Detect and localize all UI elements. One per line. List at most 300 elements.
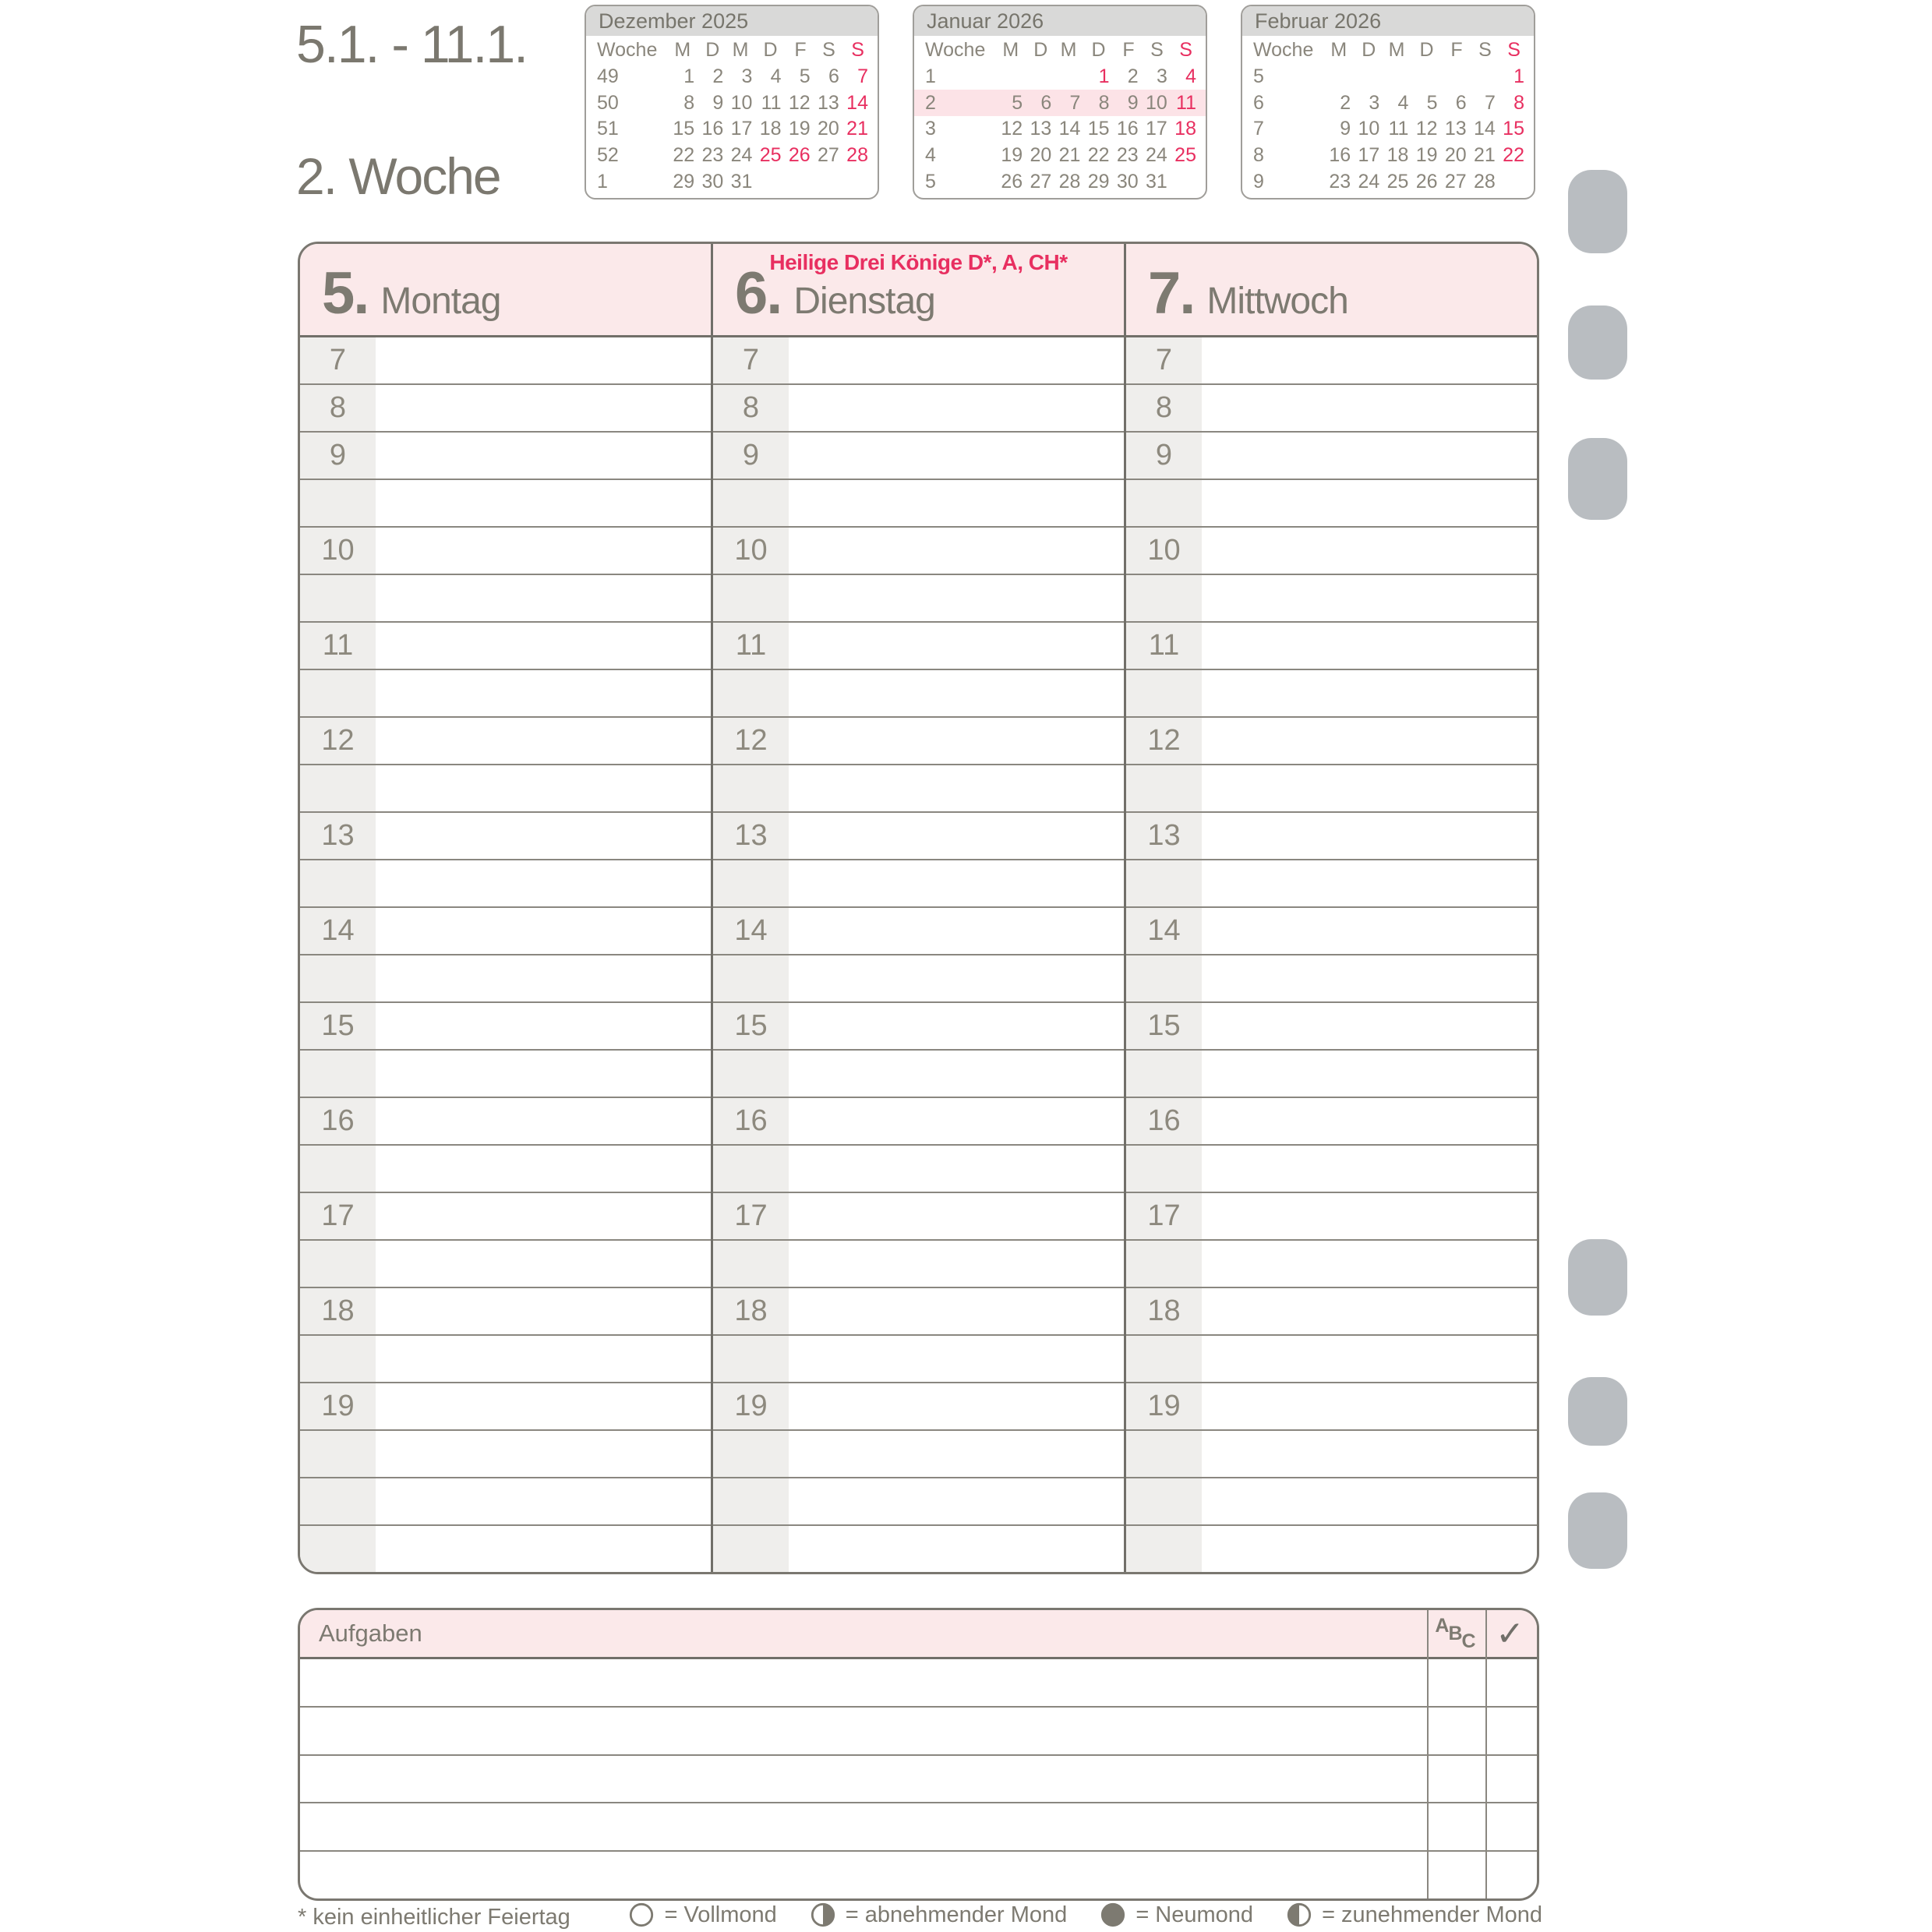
day-header-mittwoch <box>1126 244 1537 337</box>
time-slot-row-blank <box>300 574 711 621</box>
time-slot-row-15 <box>713 1001 1124 1049</box>
hour-label <box>713 1431 789 1477</box>
day-number: 10 <box>1358 118 1380 140</box>
week-number: 3 <box>925 118 936 140</box>
hour-label <box>1126 765 1202 811</box>
time-slot-row-13 <box>1126 811 1537 859</box>
priority-letter-C: C <box>1461 1630 1476 1652</box>
hour-label: 12 <box>300 718 376 764</box>
time-slot-row-blank <box>300 669 711 716</box>
hour-label <box>713 575 789 621</box>
schedule-writing-cell[interactable] <box>376 1098 711 1144</box>
hour-label <box>1126 670 1202 716</box>
time-slot-row-9 <box>300 431 711 479</box>
day-header-montag <box>300 244 711 337</box>
week-number: 1 <box>597 170 608 192</box>
day-number: 6 <box>1455 91 1467 114</box>
dow-label: D <box>763 39 778 62</box>
schedule-writing-cell[interactable] <box>376 1383 711 1429</box>
time-slot-row-7 <box>713 337 1124 383</box>
task-row[interactable] <box>300 1850 1537 1898</box>
task-row[interactable] <box>300 1659 1537 1706</box>
calendar-week-row <box>586 64 878 90</box>
time-slot-row-blank <box>300 1144 711 1192</box>
schedule-writing-cell[interactable] <box>376 433 711 479</box>
hour-label <box>300 1478 376 1524</box>
hour-label: 9 <box>300 433 376 479</box>
day-number: 12 <box>1001 118 1023 140</box>
schedule-writing-cell[interactable] <box>789 1003 1124 1049</box>
calendar-week-row <box>586 116 878 143</box>
hour-label: 8 <box>1126 385 1202 431</box>
schedule-writing-cell[interactable] <box>1202 528 1537 574</box>
time-slot-row-blank <box>713 764 1124 811</box>
hour-label <box>1126 1146 1202 1192</box>
day-number: 26 <box>788 144 811 167</box>
full-moon-icon <box>628 1902 655 1928</box>
day-number: 2 <box>1127 65 1139 87</box>
day-number: 9 <box>1127 91 1139 114</box>
dow-label: M <box>1002 39 1019 62</box>
day-number: 21 <box>1058 144 1081 167</box>
time-slot-row-blank <box>300 1524 711 1572</box>
day-number: 13 <box>1444 118 1467 140</box>
calendar-week-row <box>1242 90 1534 116</box>
schedule-writing-cell[interactable] <box>789 480 1124 526</box>
day-number: 22 <box>673 144 695 167</box>
time-slot-row-15 <box>300 1001 711 1049</box>
calendar-week-row <box>586 143 878 169</box>
schedule-writing-cell[interactable] <box>1202 1336 1537 1382</box>
schedule-writing-cell[interactable] <box>376 385 711 431</box>
day-column-mittwoch <box>1124 244 1537 1572</box>
schedule-writing-cell[interactable] <box>789 813 1124 859</box>
day-number: 4 <box>770 65 782 87</box>
schedule-writing-cell[interactable] <box>789 955 1124 1001</box>
day-number: 9 <box>712 91 724 114</box>
schedule-writing-cell[interactable] <box>376 1288 711 1334</box>
day-number: 16 <box>1116 118 1139 140</box>
day-number: 13 <box>1030 118 1052 140</box>
schedule-writing-cell[interactable] <box>1202 1098 1537 1144</box>
schedule-writing-cell[interactable] <box>376 528 711 574</box>
hour-label: 18 <box>1126 1288 1202 1334</box>
schedule-writing-cell[interactable] <box>1202 623 1537 669</box>
day-number: 3 <box>741 65 753 87</box>
schedule-writing-cell[interactable] <box>1202 1288 1537 1334</box>
hour-label <box>300 480 376 526</box>
day-number: 5 <box>1012 91 1023 114</box>
day-number: 12 <box>788 91 811 114</box>
schedule-writing-cell[interactable] <box>789 1288 1124 1334</box>
day-number: 28 <box>1058 170 1081 192</box>
schedule-writing-cell[interactable] <box>376 1336 711 1382</box>
dow-label: D <box>1419 39 1434 62</box>
day-number: 21 <box>846 118 868 140</box>
schedule-writing-cell[interactable] <box>789 718 1124 764</box>
day-number: 5 <box>1426 91 1438 114</box>
day-number: 5 <box>799 65 811 87</box>
time-slot-row-blank <box>713 1334 1124 1382</box>
schedule-writing-cell[interactable] <box>376 1051 711 1097</box>
dow-label: M <box>1330 39 1347 62</box>
week-column-header: Woche <box>597 39 658 62</box>
schedule-writing-cell[interactable] <box>1202 765 1537 811</box>
time-slot-row-7 <box>300 337 711 383</box>
mini-calendar-dow-row <box>914 37 1206 64</box>
day-number: 1 <box>683 65 695 87</box>
dow-label: F <box>1450 39 1463 62</box>
schedule-writing-cell[interactable] <box>1202 813 1537 859</box>
hour-label: 19 <box>1126 1383 1202 1429</box>
day-number: 23 <box>701 144 724 167</box>
day-number: 24 <box>730 144 753 167</box>
hour-label: 12 <box>713 718 789 764</box>
day-number: 23 <box>1329 170 1351 192</box>
schedule-writing-cell[interactable] <box>376 1478 711 1524</box>
legend-label: = abnehmender Mond <box>845 1902 1068 1927</box>
schedule-writing-cell[interactable] <box>376 813 711 859</box>
day-number: 6 <box>1040 91 1052 114</box>
week-number: 5 <box>925 170 936 192</box>
schedule-writing-cell[interactable] <box>789 1383 1124 1429</box>
schedule-writing-cell[interactable] <box>789 1241 1124 1287</box>
week-number: 4 <box>925 144 936 167</box>
dow-label: M <box>674 39 691 62</box>
page-week-number: 2. Woche <box>296 147 500 205</box>
day-number: 7 <box>1069 91 1081 114</box>
day-number: 26 <box>1001 170 1023 192</box>
schedule-writing-cell[interactable] <box>1202 1051 1537 1097</box>
schedule-writing-cell[interactable] <box>376 1146 711 1192</box>
day-number: 31 <box>1146 170 1167 192</box>
schedule-writing-cell[interactable] <box>376 955 711 1001</box>
day-number: 8 <box>683 91 695 114</box>
side-tab-6[interactable] <box>1568 1492 1627 1569</box>
schedule-writing-cell[interactable] <box>789 575 1124 621</box>
week-number: 6 <box>1253 91 1264 114</box>
schedule-writing-cell[interactable] <box>1202 1146 1537 1192</box>
schedule-writing-cell[interactable] <box>789 337 1124 383</box>
schedule-writing-cell[interactable] <box>1202 575 1537 621</box>
schedule-writing-cell[interactable] <box>789 1193 1124 1239</box>
day-number: 19 <box>1415 144 1438 167</box>
time-slot-row-blank <box>1126 1049 1537 1097</box>
schedule-writing-cell[interactable] <box>1202 1193 1537 1239</box>
week-column-header: Woche <box>1253 39 1314 62</box>
time-slot-row-19 <box>713 1382 1124 1429</box>
moon-legend <box>538 1902 1542 1928</box>
hour-label: 14 <box>713 908 789 954</box>
hour-label: 14 <box>1126 908 1202 954</box>
day-number: 9 <box>1340 118 1351 140</box>
day-title <box>735 260 935 327</box>
hour-label <box>713 1336 789 1382</box>
schedule-writing-cell[interactable] <box>1202 1526 1537 1572</box>
day-number: 27 <box>818 144 839 167</box>
task-row[interactable] <box>300 1706 1537 1754</box>
time-slot-row-14 <box>713 906 1124 954</box>
schedule-writing-cell[interactable] <box>376 480 711 526</box>
schedule-writing-cell[interactable] <box>789 860 1124 906</box>
hour-label: 17 <box>300 1193 376 1239</box>
day-number: 2 <box>1340 91 1351 114</box>
hour-label <box>713 480 789 526</box>
hour-label <box>300 1241 376 1287</box>
time-slot-row-blank <box>713 1524 1124 1572</box>
hour-label: 8 <box>713 385 789 431</box>
time-slot-row-blank <box>713 1429 1124 1477</box>
schedule-writing-cell[interactable] <box>1202 337 1537 383</box>
time-slot-row-18 <box>300 1287 711 1334</box>
mini-calendar-month-title: Dezember 2025 <box>586 6 878 36</box>
day-number: 14 <box>1474 118 1496 140</box>
day-number: 30 <box>701 170 724 192</box>
current-week-row <box>914 90 1206 116</box>
day-number: 21 <box>1474 144 1496 167</box>
schedule-writing-cell[interactable] <box>789 1336 1124 1382</box>
holiday-label: Heilige Drei Könige D*, A, CH* <box>769 250 1068 274</box>
dow-label: D <box>1033 39 1048 62</box>
hour-label: 7 <box>300 337 376 383</box>
hour-label: 15 <box>1126 1003 1202 1049</box>
calendar-week-row <box>1242 168 1534 195</box>
schedule-writing-cell[interactable] <box>376 1003 711 1049</box>
dow-label: D <box>705 39 720 62</box>
side-tab-3[interactable] <box>1568 438 1627 520</box>
schedule-writing-cell[interactable] <box>376 718 711 764</box>
schedule-writing-cell[interactable] <box>789 765 1124 811</box>
schedule-writing-cell[interactable] <box>376 908 711 954</box>
schedule-writing-cell[interactable] <box>1202 955 1537 1001</box>
hour-label <box>300 955 376 1001</box>
day-number: 20 <box>1444 144 1467 167</box>
day-number: 18 <box>759 118 782 140</box>
time-slot-row-blank <box>1126 574 1537 621</box>
day-number: 5. <box>322 260 369 327</box>
day-number: 31 <box>730 170 753 192</box>
calendar-week-row <box>1242 64 1534 90</box>
time-slot-row-10 <box>1126 526 1537 574</box>
schedule-writing-cell[interactable] <box>789 1431 1124 1477</box>
time-slot-row-blank <box>300 1334 711 1382</box>
hour-label <box>713 1051 789 1097</box>
schedule-writing-cell[interactable] <box>789 908 1124 954</box>
schedule-writing-cell[interactable] <box>1202 718 1537 764</box>
legend-label: = Neumond <box>1136 1902 1254 1927</box>
day-number: 12 <box>1415 118 1438 140</box>
schedule-writing-cell[interactable] <box>789 1146 1124 1192</box>
time-slot-row-19 <box>300 1382 711 1429</box>
day-number: 27 <box>1030 170 1052 192</box>
hour-label: 13 <box>1126 813 1202 859</box>
hour-label: 7 <box>1126 337 1202 383</box>
hour-label: 13 <box>713 813 789 859</box>
time-slot-row-blank <box>300 1239 711 1287</box>
hour-label <box>1126 1526 1202 1572</box>
schedule-writing-cell[interactable] <box>1202 1478 1537 1524</box>
day-number: 24 <box>1146 144 1167 167</box>
hour-label <box>713 1241 789 1287</box>
hour-label: 17 <box>713 1193 789 1239</box>
hour-label <box>1126 1478 1202 1524</box>
tasks-title: Aufgaben <box>319 1619 422 1647</box>
time-slot-row-18 <box>713 1287 1124 1334</box>
side-tab-2[interactable] <box>1568 306 1627 380</box>
hour-label: 8 <box>300 385 376 431</box>
day-number: 11 <box>1388 118 1409 140</box>
day-number: 10 <box>730 91 753 114</box>
dow-label: M <box>1388 39 1405 62</box>
time-slot-row-blank <box>1126 954 1537 1001</box>
day-name: Dienstag <box>793 281 935 322</box>
schedule-writing-cell[interactable] <box>376 575 711 621</box>
mini-calendar-month-title: Januar 2026 <box>914 6 1206 36</box>
side-tab-4[interactable] <box>1568 1239 1627 1316</box>
week-column-header: Woche <box>925 39 986 62</box>
task-row[interactable] <box>300 1754 1537 1803</box>
hour-label: 15 <box>713 1003 789 1049</box>
day-number: 22 <box>1087 144 1110 167</box>
week-number: 8 <box>1253 144 1264 167</box>
dow-label: S <box>822 39 835 62</box>
day-number: 11 <box>761 91 782 114</box>
schedule-writing-cell[interactable] <box>789 433 1124 479</box>
day-column-dienstag <box>711 244 1124 1572</box>
schedule-writing-cell[interactable] <box>376 1193 711 1239</box>
day-title <box>1148 260 1348 327</box>
task-row[interactable] <box>300 1802 1537 1850</box>
schedule-writing-cell[interactable] <box>1202 670 1537 716</box>
mini-calendar-februar-2026 <box>1241 5 1535 200</box>
time-slot-row-14 <box>1126 906 1537 954</box>
schedule-writing-cell[interactable] <box>376 860 711 906</box>
time-slot-row-8 <box>300 383 711 431</box>
schedule-writing-cell[interactable] <box>376 670 711 716</box>
hour-label <box>1126 480 1202 526</box>
priority-letter-B: B <box>1448 1622 1463 1644</box>
schedule-writing-cell[interactable] <box>789 623 1124 669</box>
time-slot-row-17 <box>713 1192 1124 1239</box>
schedule-writing-cell[interactable] <box>376 1241 711 1287</box>
hour-label <box>300 1336 376 1382</box>
hour-label <box>1126 1241 1202 1287</box>
time-slot-row-11 <box>300 621 711 669</box>
schedule-writing-cell[interactable] <box>1202 1003 1537 1049</box>
hour-label <box>713 860 789 906</box>
day-number: 17 <box>1358 144 1380 167</box>
week-number: 5 <box>1253 65 1264 87</box>
calendar-week-row <box>914 64 1206 90</box>
schedule-writing-cell[interactable] <box>376 1526 711 1572</box>
schedule-writing-cell[interactable] <box>789 1478 1124 1524</box>
hour-label <box>1126 575 1202 621</box>
side-tab-5[interactable] <box>1568 1377 1627 1446</box>
schedule-writing-cell[interactable] <box>1202 1383 1537 1429</box>
hour-label <box>713 955 789 1001</box>
mini-calendar-januar-2026 <box>913 5 1207 200</box>
hour-label <box>300 1051 376 1097</box>
tasks-header <box>300 1610 1537 1659</box>
hour-label: 12 <box>1126 718 1202 764</box>
mini-calendar-dow-row <box>1242 37 1534 64</box>
time-slot-row-blank <box>300 1049 711 1097</box>
schedule-writing-cell[interactable] <box>789 385 1124 431</box>
day-number: 19 <box>788 118 811 140</box>
time-slot-row-16 <box>300 1097 711 1144</box>
day-number: 23 <box>1116 144 1139 167</box>
priority-abc-label <box>1427 1610 1484 1657</box>
schedule-writing-cell[interactable] <box>1202 480 1537 526</box>
holiday-footnote: * kein einheitlicher Feiertag <box>298 1905 570 1930</box>
week-number: 7 <box>1253 118 1264 140</box>
day-number: 29 <box>673 170 695 192</box>
week-number: 50 <box>597 91 619 114</box>
time-slot-row-12 <box>1126 716 1537 764</box>
hour-label <box>713 1478 789 1524</box>
day-number: 25 <box>1174 144 1196 167</box>
schedule-writing-cell[interactable] <box>1202 908 1537 954</box>
schedule-writing-cell[interactable] <box>376 337 711 383</box>
day-title <box>322 260 501 327</box>
schedule-writing-cell[interactable] <box>376 1431 711 1477</box>
hour-label: 14 <box>300 908 376 954</box>
hour-label: 9 <box>1126 433 1202 479</box>
schedule-writing-cell[interactable] <box>789 670 1124 716</box>
schedule-writing-cell[interactable] <box>1202 433 1537 479</box>
time-slot-row-9 <box>713 431 1124 479</box>
time-slot-row-blank <box>1126 1144 1537 1192</box>
week-number: 52 <box>597 144 619 167</box>
schedule-writing-cell[interactable] <box>1202 860 1537 906</box>
time-slot-row-blank <box>1126 1334 1537 1382</box>
time-slot-row-blank <box>1126 479 1537 526</box>
calendar-week-row <box>914 143 1206 169</box>
schedule-writing-cell[interactable] <box>789 1051 1124 1097</box>
legend-item <box>810 1902 1068 1928</box>
day-schedule <box>1126 337 1537 1572</box>
schedule-writing-cell[interactable] <box>1202 385 1537 431</box>
schedule-writing-cell[interactable] <box>789 1526 1124 1572</box>
time-slot-row-8 <box>1126 383 1537 431</box>
schedule-writing-cell[interactable] <box>789 1098 1124 1144</box>
day-number: 11 <box>1176 91 1196 114</box>
day-schedule <box>713 337 1124 1572</box>
schedule-writing-cell[interactable] <box>376 623 711 669</box>
hour-label <box>713 1526 789 1572</box>
schedule-writing-cell[interactable] <box>1202 1241 1537 1287</box>
day-number: 16 <box>1329 144 1351 167</box>
time-slot-row-blank <box>1126 1429 1537 1477</box>
tasks-rows <box>300 1659 1537 1898</box>
side-tab-1[interactable] <box>1568 170 1627 253</box>
hour-label <box>1126 1431 1202 1477</box>
hour-label: 11 <box>300 623 376 669</box>
schedule-writing-cell[interactable] <box>789 528 1124 574</box>
waxing-moon-icon <box>1286 1902 1312 1928</box>
priority-letter-A: A <box>1435 1614 1450 1637</box>
day-number: 22 <box>1503 144 1524 167</box>
schedule-writing-cell[interactable] <box>376 765 711 811</box>
new-moon-icon <box>1100 1902 1126 1928</box>
time-slot-row-17 <box>1126 1192 1537 1239</box>
hour-label <box>1126 955 1202 1001</box>
mini-calendar-body <box>914 36 1206 198</box>
day-number: 6. <box>735 260 782 327</box>
dow-label: M <box>1060 39 1077 62</box>
day-number: 19 <box>1001 144 1023 167</box>
schedule-writing-cell[interactable] <box>1202 1431 1537 1477</box>
